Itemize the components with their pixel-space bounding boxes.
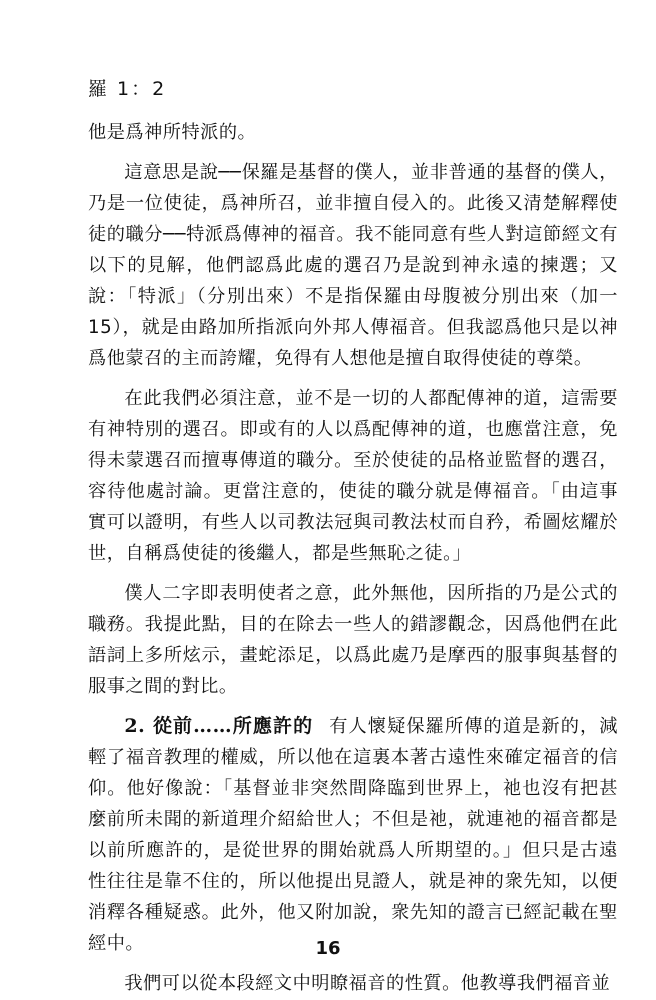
paragraph: 我們可以從本段經文中明瞭福音的性質。他教導我們福音並	[124, 973, 611, 994]
paragraph: 在此我們必須注意，並不是一切的人都配傳神的道，這需要有神特別的選召。即或有的人以爲配傳神的道，也應當注意，免得未蒙選召而擅專傳道的職分。至於使徒的品格並監督的選召，容待他處討論。更當注意的，使徒的職分就是傳福音。「由這事實可以證明，有些人以司教法冠與司教法杖而自矜，希圖炫耀於世，自稱爲使徒的後繼人，都是些無恥之徒。」	[88, 388, 618, 564]
paragraph: 這意思是說──保羅是基督的僕人，並非普通的基督的僕人，乃是一位使徒，爲神所召，並非擅自侵入的。此後又清楚解釋使徒的職分──特派爲傳神的福音。我不能同意有些人對這節經文有以下的見解，他們認爲此處的選召乃是說到神永遠的揀選；又說：「特派」（分別出來）不是指保羅由母腹被分別出來（加一 15），就是由路加所指派向外邦人傳福音。但我認爲他只是以神爲他蒙召的主而誇耀，免得有人想他是擅自取得使徒的尊榮。	[88, 162, 618, 369]
paragraph-with-heading	[88, 711, 618, 959]
body-text	[88, 117, 618, 999]
page-number: 16	[315, 938, 341, 959]
running-head: 羅 1：2	[88, 78, 167, 100]
paragraph: 僕人二字即表明使者之意，此外無他，因所指的乃是公式的職務。我提此點，目的在除去一些人的錯謬觀念，因爲他們在此語詞上多所炫示，畫蛇添足，以爲此處乃是摩西的服事與基督的服事之間的對比。	[88, 583, 618, 697]
paragraph-text: 有人懷疑保羅所傳的道是新的，減輕了福音教理的權威，所以他在這裏本著古遠性來確定福音的信仰。他好像說：「基督並非突然間降臨到世界上，祂也沒有把甚麼前所未聞的新道理介紹給世人；不但是祂，就連祂的福音都是以前所應許的，是從世界的開始就爲人所期望的。」但只是古遠性往往是靠不住的，所以他提出見證人，就是神的衆先知，以便消釋各種疑惑。此外，他又附加說，衆先知的證言已經記載在聖經中。	[88, 716, 618, 954]
paragraph-continuation: 他是爲神所特派的。	[88, 122, 257, 143]
verse-heading: 2. 從前……所應許的	[124, 715, 314, 737]
